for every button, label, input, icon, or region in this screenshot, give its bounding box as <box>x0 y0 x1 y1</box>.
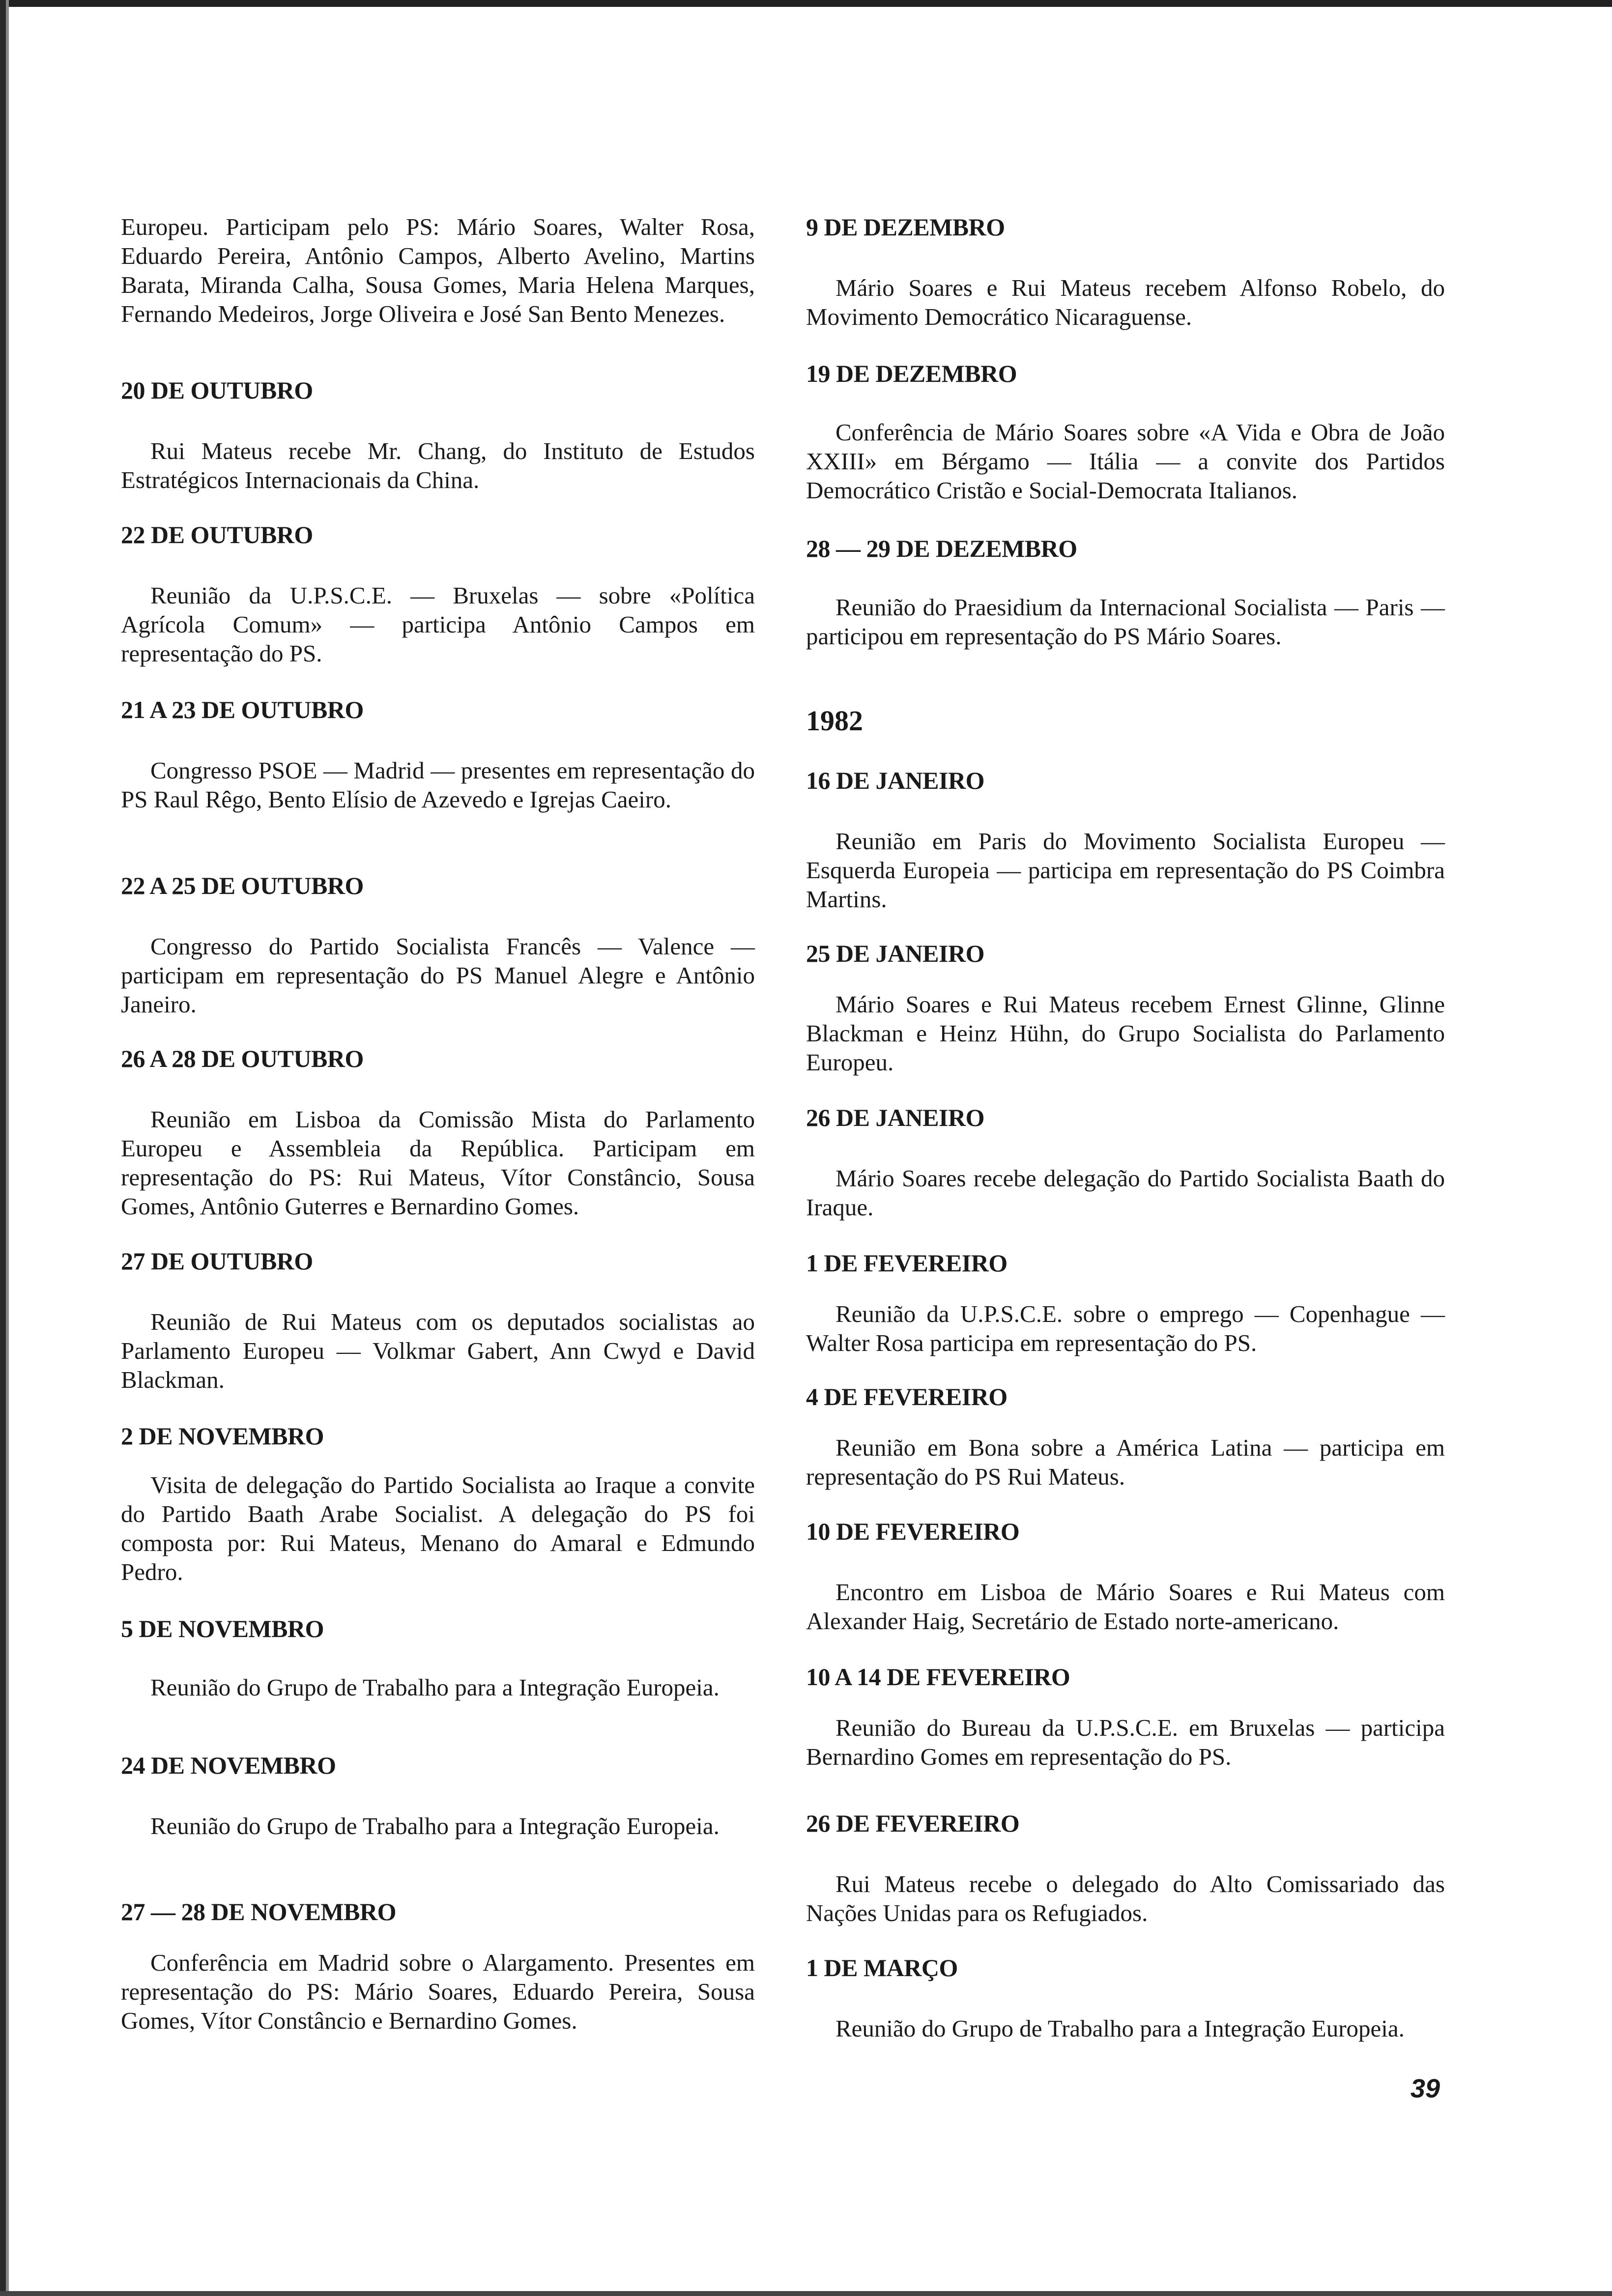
entry-22-25-outubro <box>121 871 755 1019</box>
scan-left-edge-shadow <box>6 0 9 2296</box>
entry-text: Conferência em Madrid sobre o Alargamento. Presentes em representação do PS: Mário Soares, Eduardo Pereira, Sousa Gomes, Vítor Constâncio e Bernardino Gomes. <box>121 1949 755 2034</box>
entry-25-janeiro <box>806 939 1445 1077</box>
entry-26-28-outubro <box>121 1044 755 1221</box>
entry-date: 16 DE JANEIRO <box>806 767 984 794</box>
entry-date: 22 A 25 DE OUTUBRO <box>121 872 364 899</box>
page-number: 39 <box>1410 2074 1440 2103</box>
entry-22-outubro <box>121 520 755 668</box>
entry-date: 2 DE NOVEMBRO <box>121 1422 324 1450</box>
entry-19-dezembro <box>806 359 1445 505</box>
entry-text: Congresso PSOE — Madrid — presentes em representação do PS Raul Rêgo, Bento Elísio de Azevedo e Igrejas Caeiro. <box>121 757 755 813</box>
entry-27-outubro <box>121 1246 755 1394</box>
entry-24-novembro <box>121 1751 755 1840</box>
entry-date: 19 DE DEZEMBRO <box>806 360 1017 387</box>
entry-26-janeiro <box>806 1103 1445 1222</box>
entry-date: 22 DE OUTUBRO <box>121 521 313 548</box>
entry-2-novembro <box>121 1421 755 1586</box>
entry-1-marco <box>806 1953 1445 2043</box>
entry-text: Conferência de Mário Soares sobre «A Vida e Obra de João XXIII» em Bérgamo — Itália — a convite dos Partidos Democrático Cristão e Social-Democrata Italianos. <box>806 419 1445 504</box>
entry-date: 1 DE MARÇO <box>806 1954 958 1981</box>
year-heading: 1982 <box>806 705 863 737</box>
entry-27-28-novembro <box>121 1897 755 2035</box>
entry-text: Mário Soares e Rui Mateus recebem Alfonso Robelo, do Movimento Democrático Nicaraguense. <box>806 274 1445 330</box>
entry-text: Mário Soares recebe delegação do Partido Socialista Baath do Iraque. <box>806 1165 1445 1221</box>
entry-4-fevereiro <box>806 1382 1445 1491</box>
entry-date: 25 DE JANEIRO <box>806 940 984 967</box>
entry-1-fevereiro <box>806 1248 1445 1357</box>
intro-text: Europeu. Participam pelo PS: Mário Soares, Walter Rosa, Eduardo Pereira, Antônio Campos, Alberto Avelino, Martins Barata, Miranda Calha, Sousa Gomes, Maria Helena Marques, Fernando Medeiros, Jorge Oliveira e José San Bento Menezes. <box>121 213 755 327</box>
entry-text: Reunião do Grupo de Trabalho para a Integração Europeia. <box>150 1674 720 1701</box>
entry-text: Reunião do Praesidium da Internacional Socialista — Paris — participou em representação do PS Mário Soares. <box>806 594 1445 650</box>
entry-date: 26 A 28 DE OUTUBRO <box>121 1045 364 1072</box>
entry-text: Reunião de Rui Mateus com os deputados socialistas ao Parlamento Europeu — Volkmar Gabert, Ann Cwyd e David Blackman. <box>121 1308 755 1393</box>
entry-text: Reunião do Bureau da U.P.S.C.E. em Bruxelas — participa Bernardino Gomes em representação do PS. <box>806 1714 1445 1770</box>
year-heading-block <box>806 705 1445 737</box>
entry-text: Reunião do Grupo de Trabalho para a Integração Europeia. <box>150 1812 720 1839</box>
entry-date: 28 — 29 DE DEZEMBRO <box>806 535 1077 562</box>
entry-date: 9 DE DEZEMBRO <box>806 213 1005 241</box>
entry-text: Congresso do Partido Socialista Francês — Valence — participam em representação do PS Manuel Alegre e Antônio Janeiro. <box>121 933 755 1018</box>
entry-21-23-outubro <box>121 695 755 814</box>
scan-bottom-edge <box>0 2291 1612 2296</box>
entry-text: Rui Mateus recebe Mr. Chang, do Instituto de Estudos Estratégicos Internacionais da China. <box>121 437 755 493</box>
entry-text: Reunião da U.P.S.C.E. — Bruxelas — sobre «Política Agrícola Comum» — participa Antônio Campos em representação do PS. <box>121 582 755 667</box>
entry-text: Mário Soares e Rui Mateus recebem Ernest Glinne, Glinne Blackman e Heinz Hühn, do Grupo Socialista do Parlamento Europeu. <box>806 991 1445 1076</box>
entry-text: Reunião da U.P.S.C.E. sobre o emprego — Copenhague — Walter Rosa participa em representação do PS. <box>806 1300 1445 1356</box>
entry-text: Encontro em Lisboa de Mário Soares e Rui Mateus com Alexander Haig, Secretário de Estado norte-americano. <box>806 1578 1445 1635</box>
intro-paragraph <box>121 212 755 328</box>
entry-date: 10 DE FEVEREIRO <box>806 1518 1020 1545</box>
entry-9-dezembro <box>806 212 1445 331</box>
entry-date: 4 DE FEVEREIRO <box>806 1383 1008 1410</box>
entry-date: 21 A 23 DE OUTUBRO <box>121 696 364 723</box>
entry-text: Reunião em Lisboa da Comissão Mista do Parlamento Europeu e Assembleia da República. Participam em representação do PS: Rui Mateus, Vítor Constâncio, Sousa Gomes, Antônio Guterres e Bernardino Gomes. <box>121 1106 755 1220</box>
entry-date: 27 — 28 DE NOVEMBRO <box>121 1898 396 1925</box>
entry-date: 20 DE OUTUBRO <box>121 376 313 404</box>
entry-26-fevereiro <box>806 1808 1445 1927</box>
entry-date: 26 DE FEVEREIRO <box>806 1809 1020 1837</box>
entry-10-fevereiro <box>806 1517 1445 1636</box>
entry-date: 5 DE NOVEMBRO <box>121 1615 324 1642</box>
entry-text: Rui Mateus recebe o delegado do Alto Comissariado das Nações Unidas para os Refugiados. <box>806 1870 1445 1926</box>
entry-28-29-dezembro <box>806 534 1445 651</box>
entry-text: Reunião do Grupo de Trabalho para a Integração Europeia. <box>835 2015 1405 2042</box>
entry-text: Reunião em Bona sobre a América Latina — participa em representação do PS Rui Mateus. <box>806 1434 1445 1490</box>
scan-left-edge <box>0 0 6 2296</box>
entry-date: 10 A 14 DE FEVEREIRO <box>806 1663 1070 1691</box>
entry-5-novembro <box>121 1614 755 1702</box>
entry-date: 27 DE OUTUBRO <box>121 1247 313 1275</box>
entry-text: Visita de delegação do Partido Socialista ao Iraque a convite do Partido Baath Arabe Socialist. A delegação do PS foi composta por: Rui Mateus, Menano do Amaral e Edmundo Pedro. <box>121 1471 755 1585</box>
entry-16-janeiro <box>806 766 1445 914</box>
scan-top-edge <box>0 0 1612 7</box>
entry-text: Reunião em Paris do Movimento Socialista Europeu — Esquerda Europeia — participa em representação do PS Coimbra Martins. <box>806 828 1445 913</box>
entry-date: 26 DE JANEIRO <box>806 1104 984 1131</box>
entry-date: 1 DE FEVEREIRO <box>806 1249 1008 1277</box>
entry-20-outubro <box>121 375 755 494</box>
entry-date: 24 DE NOVEMBRO <box>121 1751 336 1779</box>
entry-10-14-fevereiro <box>806 1662 1445 1771</box>
